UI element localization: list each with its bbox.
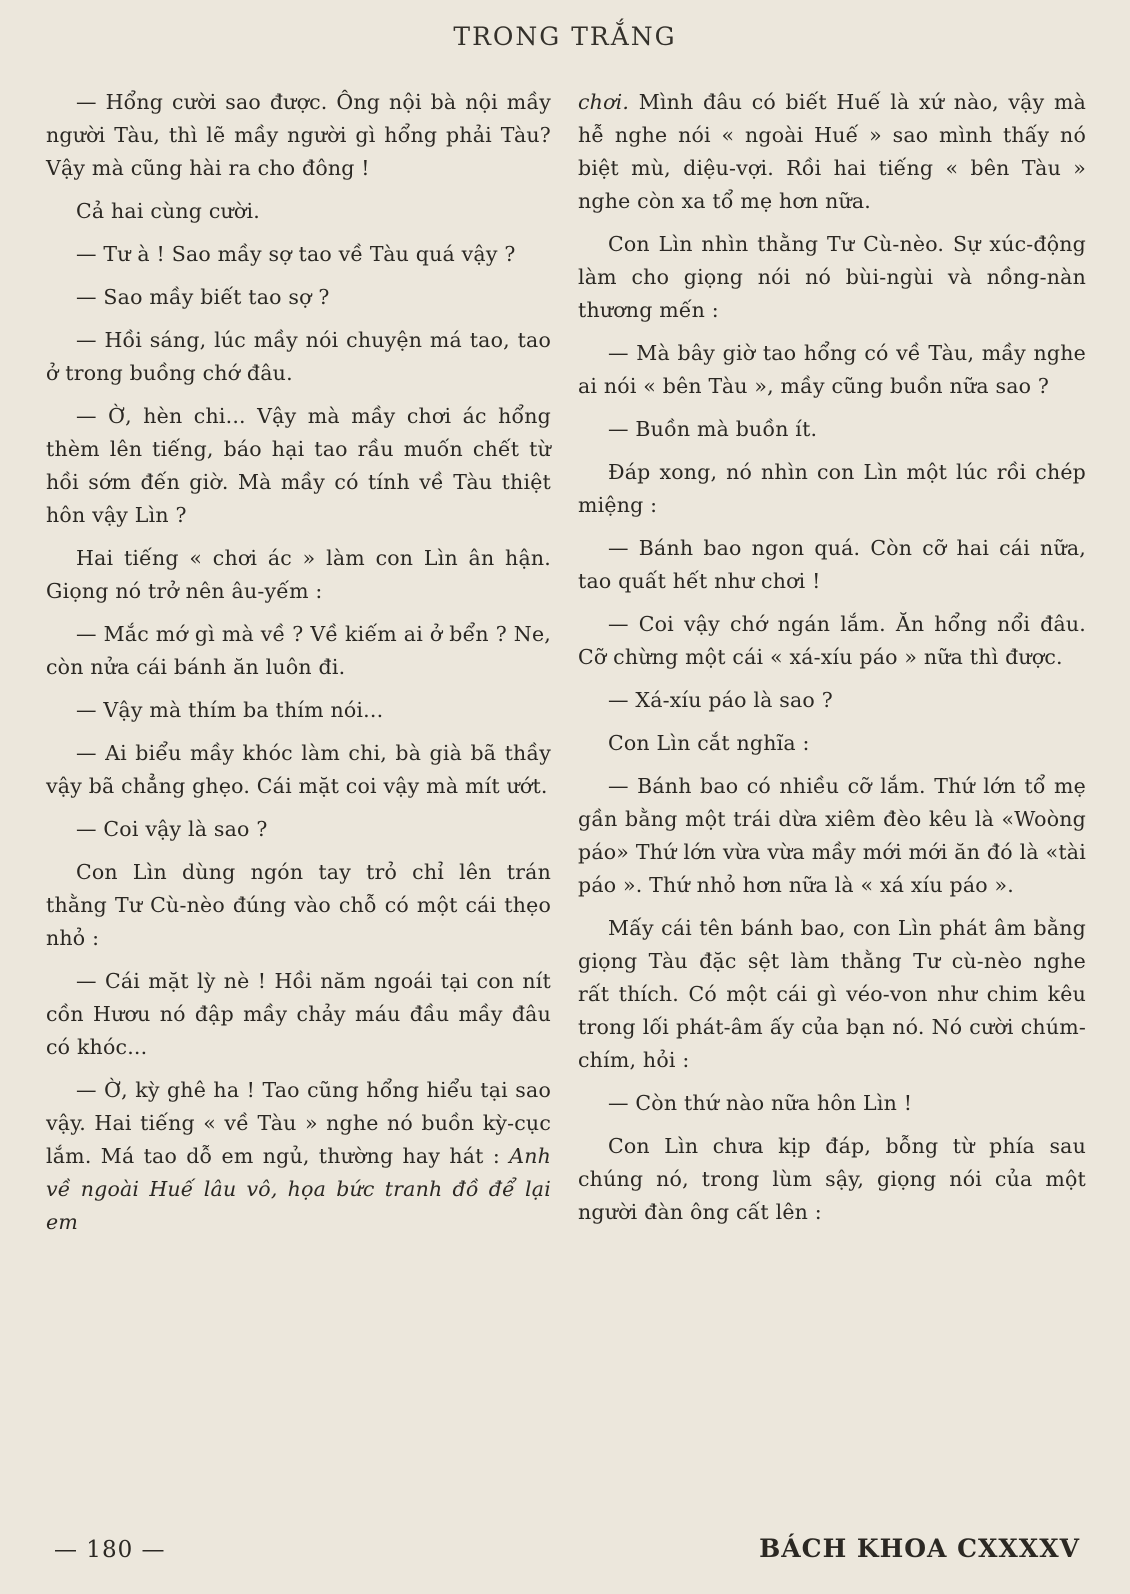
paragraph: — Bánh bao ngon quá. Còn cỡ hai cái nữa, tao quất hết như chơi !	[578, 536, 1086, 593]
paragraph: Con Lìn chưa kịp đáp, bỗng từ phía sau chúng nó, trong lùm sậy, giọng nói của một người đàn ông cất lên :	[578, 1134, 1086, 1224]
magazine-issue: BÁCH KHOA CXXXXV	[759, 1534, 1080, 1563]
paragraph: — Ờ, hèn chi... Vậy mà mầy chơi ác hổng thèm lên tiếng, báo hại tao rầu muốn chết từ hồi sớm đến giờ. Mà mầy có tính về Tàu thiệt hôn vậy Lìn ?	[46, 404, 551, 527]
paragraph: — Coi vậy chớ ngán lắm. Ăn hổng nổi đâu. Cỡ chừng một cái « xá-xíu páo » nữa thì được.	[578, 612, 1086, 669]
paragraph: Mấy cái tên bánh bao, con Lìn phát âm bằng giọng Tàu đặc sệt làm thằng Tư cù-nèo nghe rất thích. Có một cái gì véo-von như chim kêu trong lối phát-âm ấy của bạn nó. Nó cười chúm-chím, hỏi :	[578, 916, 1086, 1072]
paragraph: — Mắc mớ gì mà về ? Về kiếm ai ở bển ? Ne, còn nửa cái bánh ăn luôn đi.	[46, 622, 551, 679]
running-head-title: TRONG TRẮNG	[453, 22, 677, 51]
paragraph: — Tư à ! Sao mầy sợ tao về Tàu quá vậy ?	[76, 242, 516, 266]
paragraph: — Mà bây giờ tao hổng có về Tàu, mầy nghe ai nói « bên Tàu », mầy cũng buồn nữa sao ?	[578, 341, 1086, 398]
paragraph: — Cái mặt lỳ nè ! Hồi năm ngoái tại con nít cồn Hươu nó đập mầy chảy máu đầu mầy đâu có khóc...	[46, 969, 551, 1059]
paragraph: Cả hai cùng cười.	[76, 199, 260, 223]
right-column	[578, 86, 1086, 1239]
continued-paragraph	[578, 86, 1086, 218]
left-column	[46, 86, 551, 1249]
paragraph-text: Mình đâu có biết Huế là xứ nào, vậy mà hễ nghe nói « ngoài Huế » sao mình thấy nó biệt mù, diệu-vợi. Rồi hai tiếng « bên Tàu » nghe còn xa tổ mẹ hơn nữa.	[578, 90, 1087, 213]
paragraph: Con Lìn nhìn thằng Tư Cù-nèo. Sự xúc-động làm cho giọng nói nó bùi-ngùi và nồng-nàn thương mến :	[578, 232, 1086, 322]
paragraph: — Vậy mà thím ba thím nói...	[76, 698, 384, 722]
song-lyric-italic: Anh về ngoài Huế lâu vô, họa bức tranh đồ để lại em	[46, 1144, 551, 1234]
paragraph: — Hồi sáng, lúc mầy nói chuyện má tao, tao ở trong buồng chớ đâu.	[46, 328, 551, 385]
paragraph: — Còn thứ nào nữa hôn Lìn !	[608, 1091, 913, 1115]
paragraph: — Xá-xíu páo là sao ?	[608, 688, 833, 712]
paragraph-text: — Ờ, kỳ ghê ha ! Tao cũng hổng hiểu tại sao vậy. Hai tiếng « về Tàu » nghe nó buồn kỳ-cục lắm. Má tao dỗ em ngủ, thường hay hát :	[46, 1078, 551, 1168]
paragraph: Đáp xong, nó nhìn con Lìn một lúc rồi chép miệng :	[578, 460, 1086, 517]
paragraph: — Ai biểu mầy khóc làm chi, bà già bã thầy vậy bã chẳng ghẹo. Cái mặt coi vậy mà mít ướt.	[46, 741, 551, 798]
paragraph-with-song	[46, 1074, 551, 1239]
paragraph: — Coi vậy là sao ?	[76, 817, 268, 841]
paragraph: — Buồn mà buồn ít.	[608, 417, 818, 441]
paragraph: Hai tiếng « chơi ác » làm con Lìn ân hận. Giọng nó trở nên âu-yếm :	[46, 546, 551, 603]
paragraph: Con Lìn dùng ngón tay trỏ chỉ lên trán thằng Tư Cù-nèo đúng vào chỗ có một cái thẹo nhỏ :	[46, 860, 551, 950]
page-number: — 180 —	[54, 1537, 166, 1563]
paragraph: — Bánh bao có nhiều cỡ lắm. Thứ lớn tổ mẹ gần bằng một trái dừa xiêm đèo kêu là «Woòng páo» Thứ lớn vừa vừa mầy mới mới ăn đó là «tài páo ». Thứ nhỏ hơn nữa là « xá xíu páo ».	[578, 774, 1086, 897]
paragraph: — Sao mầy biết tao sợ ?	[76, 285, 330, 309]
paragraph: — Hổng cười sao được. Ông nội bà nội mầy người Tàu, thì lẽ mầy người gì hổng phải Tàu? Vậy mà cũng hài ra cho đông !	[46, 90, 551, 180]
paragraph: Con Lìn cắt nghĩa :	[608, 731, 810, 755]
song-lyric-italic-end: chơi.	[578, 90, 630, 114]
